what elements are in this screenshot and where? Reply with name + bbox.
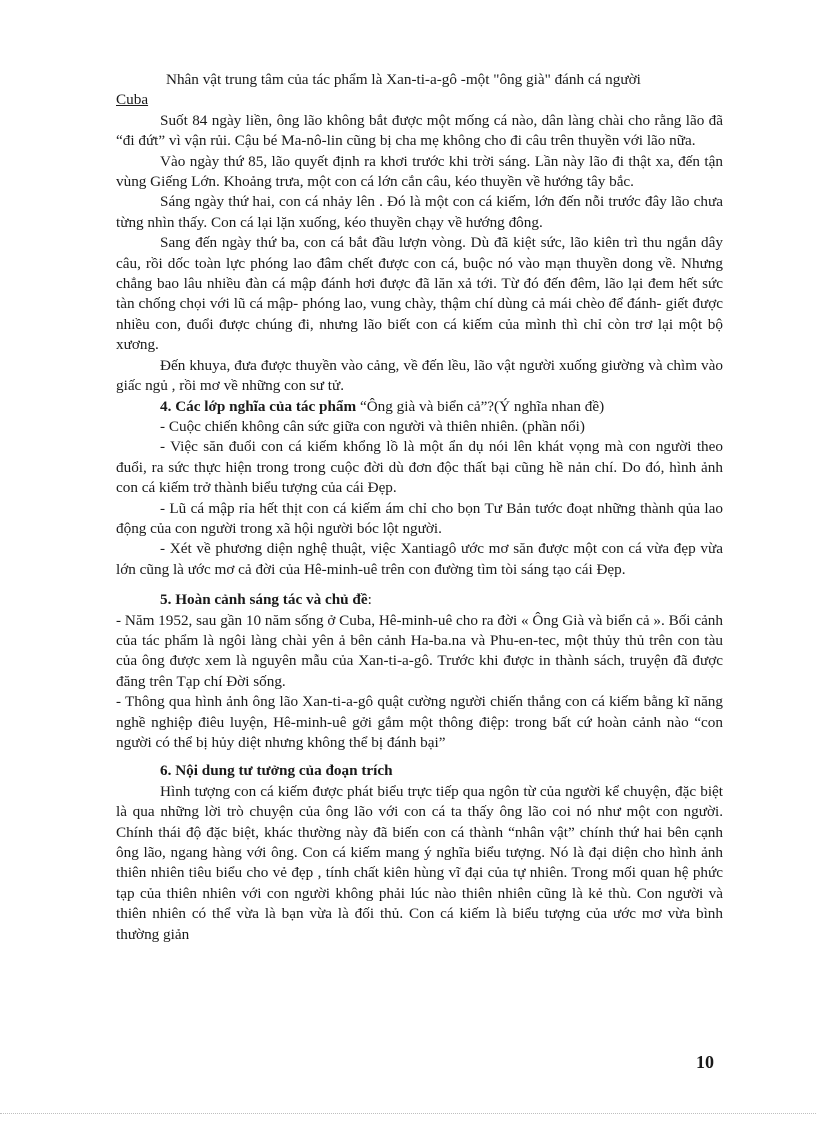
summary-paragraph-1: Suốt 84 ngày liền, ông lão không bắt được một mống cá nào, dân làng chài cho rằng lão đã “đi đứt” vì vận rủi. Cậu bé Ma-nô-lin cũng bị cha mẹ không cho đi câu trên thuyền với lão nữa. [116, 111, 723, 150]
summary-paragraph-3: Sáng ngày thứ hai, con cá nhảy lên . Đó là một con cá kiếm, lớn đến nỗi trước đây lão chưa từng nhìn thấy. Con cá lại lặn xuống, kéo thuyền chạy về hướng đông. [116, 193, 723, 231]
page-bottom-divider [0, 1113, 816, 1114]
section-4-title [116, 397, 723, 417]
section-5-item-1: - Năm 1952, sau gần 10 năm sống ở Cuba, Hê-minh-uê cho ra đời « Ông Già và biển cả ». Bối cảnh của tác phẩm là ngôi làng chài yên ả bên cảnh Ha-ba.na và Phu-en-tec, một thủy thủ trên con tàu của ông được xem là nguyên mẫu của Xan-ti-a-gô. Trước khi được in thành sách, truyện đã được đăng trên Tạp chí Đời sống. [116, 611, 723, 690]
section-6-heading: 6. Nội dung tư tưởng của đoạn trích [160, 762, 393, 780]
section-5-item-2: - Thông qua hình ảnh ông lão Xan-ti-a-gô quật cường người chiến thắng con cá kiếm bằng kĩ năng nghề nghiệp điêu luyện, Hê-minh-uê gởi gắm một thông điệp: trong bất cứ hoàn cảnh nào “con người có thể bị hủy diệt nhưng không thể bị đánh bại” [116, 693, 723, 751]
spacer [116, 753, 723, 761]
section-4-item-4: - Xét về phương diện nghệ thuật, việc Xantiagô ước mơ săn được một con cá vừa đẹp vừa lớn cũng là ước mơ cả đời của Hê-minh-uê trên con đường tìm tòi sáng tạo cái Đẹp. [116, 540, 723, 578]
section-6-body: Hình tượng con cá kiếm được phát biểu trực tiếp qua ngôn từ của người kể chuyện, đặc biệt là qua những lời trò chuyện của ông lão với con cá ta thấy ông lão coi nó như một con người. Chính thái độ đặc biệt, khác thường này đã biến con cá thành “nhân vật” chính thứ hai bên cạnh ông lão, ngang hàng với ông. Con cá kiếm mang ý nghĩa biểu tượng. Nó là đại diện cho hình ảnh thiên nhiên tiêu biểu cho vẻ đẹp , tính chất kiên hùng vĩ đại của tự nhiên. Trong mối quan hệ phức tạp của thiên nhiên với con người không phải lúc nào thiên nhiên cũng là kẻ thù. Con người và thiên nhiên có thể vừa là bạn vừa là đối thủ. Con cá kiếm là biểu tượng của ước mơ vừa bình thường giản [116, 782, 723, 943]
spacer [116, 580, 723, 590]
section-5-title [116, 590, 723, 610]
section-4-heading-rest: “Ông già và biển cả”?(Ý nghĩa nhan đề) [356, 397, 605, 415]
section-4-heading: 4. Các lớp nghĩa của tác phẩm [160, 397, 357, 415]
section-5-heading-colon: : [367, 591, 372, 609]
page-content [116, 70, 723, 945]
intro-text: Nhân vật trung tâm của tác phẩm là Xan-ti-a-gô -một "ông già" đánh cá người [166, 71, 641, 88]
section-4-item-2: - Việc săn đuổi con cá kiếm khổng lồ là một ẩn dụ nói lên khát vọng mà con người theo đuổi, ra sức thực hiện trong trong cuộc đời dù đơn độc thất bại cũng hề nản chí. Do đó, hình ảnh con cá kiếm trở thành biểu tượng của cái Đẹp. [116, 438, 723, 497]
intro-paragraph [116, 70, 723, 111]
section-4-item-3: - Lũ cá mập rỉa hết thịt con cá kiếm ám chỉ cho bọn Tư Bản tước đoạt những thành qủa lao động của con người trong xã hội người bóc lột người. [116, 499, 723, 537]
cuba-link[interactable]: Cuba [116, 91, 149, 109]
summary-paragraph-2: Vào ngày thứ 85, lão quyết định ra khơi trước khi trời sáng. Lần này lão đi thật xa, đến tận vùng Giếng Lớn. Khoảng trưa, một con cá lớn cắn câu, kéo thuyền về hướng tây bắc. [116, 152, 723, 191]
summary-paragraph-5: Đến khuya, đưa được thuyền vào cảng, về đến lều, lão vật người xuống giường và chìm vào giấc ngủ , rồi mơ về những con sư tử. [116, 356, 723, 395]
section-5-heading: 5. Hoàn cảnh sáng tác và chủ đề [160, 591, 368, 609]
summary-paragraph-4: Sang đến ngày thứ ba, con cá bắt đầu lượn vòng. Dù đã kiệt sức, lão kiên trì thu ngắn dây câu, rồi dốc toàn lực phóng lao đâm chết được con cá, buộc nó vào mạn thuyền dong về. Nhưng chẳng bao lâu nhiều đàn cá mập đánh hơi được đã lăn xả tới. Từ đó đến đêm, lão lại đem hết sức tàn chống chọi với lũ cá mập- phóng lao, vung chày, thậm chí dùng cả mái chèo để đánh- giết được nhiều con, đuổi được chúng đi, nhưng lão biết con cá kiếm của mình thì chỉ còn trơ lại một bộ xương. [116, 234, 723, 354]
page-number: 10 [696, 1052, 714, 1072]
section-4-item-1: - Cuộc chiến không cân sức giữa con người và thiên nhiên. (phần nổi) [160, 417, 585, 435]
